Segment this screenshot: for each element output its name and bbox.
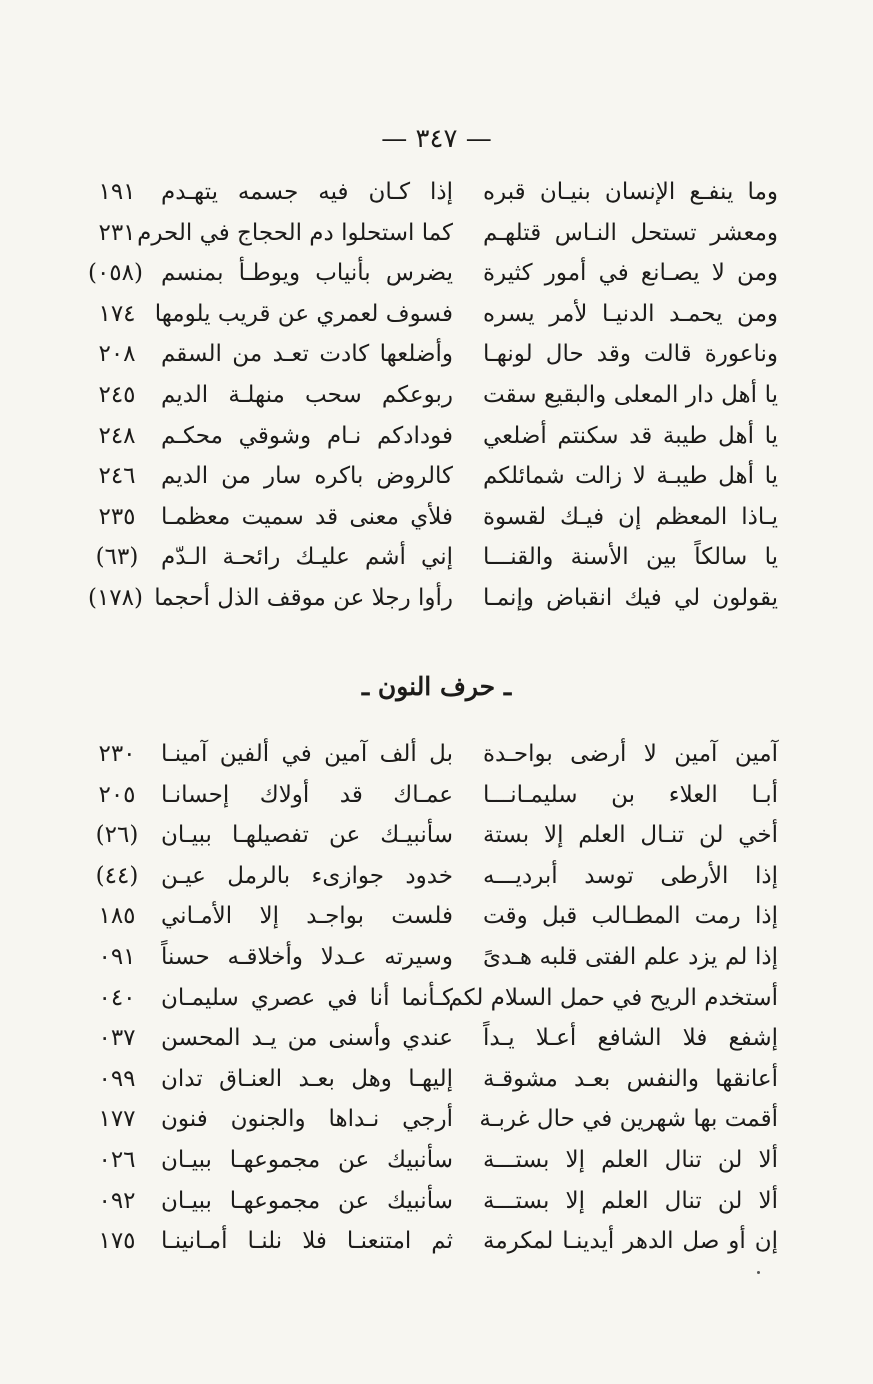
second-hemistich: فودادكم نـام وشوقي محكـم: [161, 422, 453, 449]
first-hemistich: يا سالكاً بين الأسنة والقنـــا: [483, 544, 778, 571]
second-hemistich: إني أشم عليـك رائحـة الـدّم: [161, 544, 453, 571]
verse-row: [0, 1140, 873, 1181]
first-hemistich: إشفع فلا الشافع أعـلا يـداً: [483, 1025, 778, 1052]
page-reference: ١٧٤: [98, 300, 136, 327]
second-hemistich: فلأي معنى قد سميت معظمـا: [161, 503, 453, 530]
first-hemistich: آمين آمين لا أرضى بواحـدة: [483, 741, 778, 767]
page-reference: ١٧٧: [98, 1106, 136, 1133]
first-hemistich: ومعشر تستحل النـاس قتلهـم: [483, 219, 778, 246]
page-reference: ٢٣١: [98, 219, 136, 246]
verse-row: [0, 456, 873, 497]
page-reference: ٠٢٦: [98, 1146, 136, 1173]
second-hemistich: يضرس بأنياب ويوطـأ بمنسم: [161, 260, 453, 287]
page-number: — ٣٤٧ —: [381, 124, 492, 154]
page-reference: (٢٦): [95, 822, 139, 849]
first-hemistich: إذا رمت المطـالب قبل وقت: [483, 903, 778, 930]
second-hemistich: سأنبيك عن مجموعهـا ببيـان: [161, 1187, 453, 1214]
first-hemistich: وناعورة قالت وقد حال لونهـا: [483, 341, 778, 368]
verse-row: [0, 1018, 873, 1059]
verse-row: [0, 896, 873, 937]
first-hemistich: إذا لم يزد علم الفتى قلبه هـدىً: [483, 943, 778, 970]
second-hemistich: ثم امتنعنـا فلا نلنـا أمـانينـا: [161, 1228, 453, 1255]
first-hemistich: إن أو صل الدهر أيدينـا لمكرمة: [483, 1228, 778, 1255]
verse-index-section-2: [0, 734, 873, 1262]
second-hemistich: كـأنما أنا في عصري سليمـان: [161, 984, 453, 1011]
page-reference: ٠٩٢: [98, 1187, 136, 1214]
page-reference: ٠٩٩: [98, 1065, 136, 1092]
page-speck: [757, 1271, 760, 1274]
second-hemistich: فسوف لعمري عن قريب يلومها: [154, 300, 453, 327]
second-hemistich: سأنبيـك عن تفصيلهـا ببيـان: [161, 822, 453, 849]
first-hemistich: أستخدم الريح في حمل السلام لكم: [448, 984, 778, 1011]
second-hemistich: بل ألف آمين في ألفين آمينـا: [161, 741, 453, 767]
second-hemistich: خدود جوازىء بالرمل عيـن: [161, 862, 453, 889]
verse-row: [0, 537, 873, 578]
verse-row: [0, 775, 873, 816]
verse-row: [0, 578, 873, 619]
page-reference: ٠٤٠: [98, 984, 136, 1011]
page-reference: (١٧٨): [87, 584, 143, 611]
page-reference: ٢٣٥: [98, 503, 136, 530]
verse-row: [0, 856, 873, 897]
verse-row: [0, 213, 873, 254]
first-hemistich: ومن لا يصـانع في أمور كثيرة: [483, 260, 778, 287]
second-hemistich: عمـاك قد أولاك إحسانـا: [161, 781, 453, 808]
verse-row: [0, 1221, 873, 1262]
verse-row: [0, 734, 873, 775]
first-hemistich: أخي لن تنـال العلم إلا بستة: [483, 822, 778, 849]
first-hemistich: إذا الأرطى توسد أبرديـــه: [483, 862, 778, 889]
page-reference: ٢٤٦: [98, 463, 136, 490]
first-hemistich: يا أهل دار المعلى والبقيع سقت: [483, 381, 778, 408]
second-hemistich: إليهـا وهل بعـد العنـاق تدان: [161, 1065, 453, 1092]
first-hemistich: ومن يحمـد الدنيـا لأمر يسره: [483, 300, 778, 327]
page-reference: ٠٩١: [98, 943, 136, 970]
page-reference: (٦٣): [95, 544, 139, 571]
verse-row: [0, 253, 873, 294]
verse-index-section-1: [0, 172, 873, 619]
first-hemistich: ألا لن تنال العلم إلا بستـــة: [483, 1187, 778, 1214]
verse-row: [0, 334, 873, 375]
second-hemistich: عندي وأسنى من يـد المحسن: [161, 1025, 453, 1052]
second-hemistich: إذا كـان فيه جسمه يتهـدم: [161, 179, 453, 205]
verse-row: [0, 1099, 873, 1140]
first-hemistich: أعانقها والنفس بعـد مشوقـة: [483, 1065, 778, 1092]
page-reference: ٢٠٥: [98, 781, 136, 808]
page-reference: ٢٤٥: [98, 381, 136, 408]
first-hemistich: يقولون لي فيك انقباض وإنمـا: [483, 584, 778, 611]
page-reference: (٤٤): [95, 862, 139, 889]
section-heading: ـ حرف النون ـ: [361, 672, 512, 701]
first-hemistich: أبـا العلاء بن سليمـانـــا: [483, 781, 778, 808]
first-hemistich: يـاذا المعظم إن فيـك لقسوة: [483, 503, 778, 530]
page-reference: ١٨٥: [98, 903, 136, 930]
verse-row: [0, 937, 873, 978]
second-hemistich: كما استحلوا دم الحجاج في الحرم: [137, 219, 453, 246]
second-hemistich: ربوعكم سحب منهلـة الديم: [161, 381, 453, 408]
second-hemistich: رأوا رجلا عن موقف الذل أحجما: [154, 584, 453, 611]
second-hemistich: أرجي نـداها والجنون فنون: [161, 1106, 453, 1133]
first-hemistich: وما ينفـع الإنسان بنيـان قبره: [483, 179, 778, 205]
first-hemistich: أقمت بها شهرين في حال غربـة: [479, 1106, 778, 1133]
verse-row: [0, 172, 873, 213]
page-reference: (٠٥٨): [87, 260, 143, 287]
verse-row: [0, 294, 873, 335]
second-hemistich: سأنبيك عن مجموعهـا ببيـان: [161, 1146, 453, 1173]
second-hemistich: كالروض باكره سار من الديم: [161, 463, 453, 490]
verse-row: [0, 416, 873, 457]
page-reference: ١٧٥: [98, 1228, 136, 1255]
verse-row: [0, 1181, 873, 1222]
verse-row: [0, 375, 873, 416]
second-hemistich: فلست بواجـد إلا الأمـاني: [161, 903, 453, 930]
verse-row: [0, 978, 873, 1019]
second-hemistich: وأضلعها كادت تعـد من السقم: [161, 341, 453, 368]
verse-row: [0, 497, 873, 538]
first-hemistich: يا أهل طيبـة لا زالت شمائلكم: [483, 463, 778, 490]
verse-row: [0, 815, 873, 856]
page-reference: ٢٣٠: [98, 741, 136, 767]
verse-row: [0, 1059, 873, 1100]
page-reference: ٢٤٨: [98, 422, 136, 449]
first-hemistich: يا أهل طيبة قد سكنتم أضلعي: [483, 422, 778, 449]
page-reference: ٠٣٧: [98, 1025, 136, 1052]
first-hemistich: ألا لن تنال العلم إلا بستـــة: [483, 1146, 778, 1173]
page-reference: ٢٠٨: [98, 341, 136, 368]
page-reference: ١٩١: [98, 179, 136, 205]
second-hemistich: وسيرته عـدلا وأخلاقـه حسناً: [161, 943, 453, 970]
